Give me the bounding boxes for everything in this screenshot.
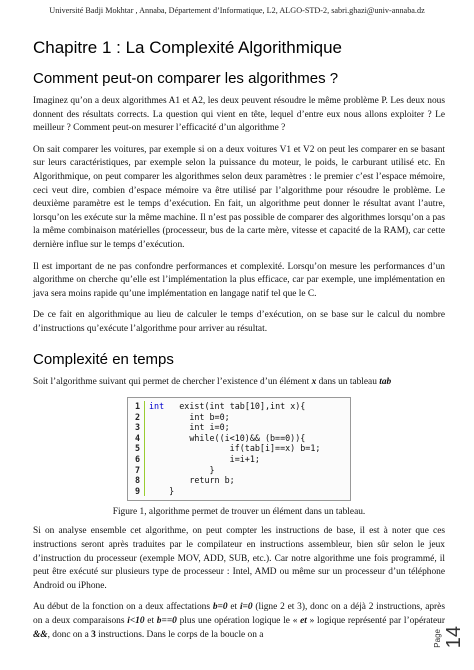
code-line: 4 while((i<10)&& (b==0)){ — [128, 433, 350, 444]
code-line: 3 int i=0; — [128, 422, 350, 433]
section-title-compare: Comment peut-on comparer les algorithmes ? — [33, 70, 339, 87]
paragraph-performance: Il est important de ne pas confondre performances et complexité. Lorsqu’on mesure les performances d’un algorithme on cherche qu’elle est l’implémentation la plus efficace, car par exemple, une implémentation en java sera moins rapide qu’une implémentation en langage natif tel que le C. — [33, 261, 445, 299]
paragraph-cars: On sait comparer les voitures, par exemple si on a deux voitures V1 et V2 on peut les comparer en se basant sur leurs caractéristiques, par exemple selon la puissance du moteur, le poids, le carburant utilisé etc. En Algorithmique, on peut comparer les algorithmes selon deux paramètres : le premier c’est l’espace mémoire, ceci veut dire, combien d’espace mémoire va être utilisé par l’algorithme pour résoudre le problème. Le deuxième paramètre est le temps d’exécution. En fait, un algorithme peut donner le résultat avant l’autre, lorsqu’on les exécute sur la même machine. Il n’est pas possible de comparer des algorithmes lorsqu’on a pas la même combinaison matérielles (processeur, bus de la carte mère, vitesse et capacité de la RAM), car cette dernière influe sur le temps d’exécution. — [33, 144, 445, 250]
paragraph-counting: Au début de la fonction on a deux affectations b=0 et i=0 (ligne 2 et 3), donc on a déjà 2 instructions, après on a deux comparaisons i<10 et b==0 plus une opération logique le « et » logique représenté par l’opérateur &&, donc on a 3 instructions. Dans le corps de la boucle on a — [33, 602, 445, 640]
chapter-title: Chapitre 1 : La Complexité Algorithmique — [33, 38, 342, 57]
code-line: 6 i=i+1; — [128, 454, 350, 465]
section-title-time-complexity: Complexité en temps — [33, 350, 174, 368]
var-tab: tab — [379, 376, 392, 387]
page-header: Université Badji Mokhtar , Annaba, Département d’Informatique, L2, ALGO-STD-2, sabri.ghazi@univ-annaba.dz — [49, 6, 425, 15]
code-line: 9 } — [128, 486, 350, 497]
code-line: 2 int b=0; — [128, 412, 350, 423]
var-x: x — [311, 376, 317, 387]
paragraph-intro: Imaginez qu’on a deux algorithmes A1 et A2, les deux peuvent résoudre le même problème P. Les deux nous donnent des résultats corrects. La question qui vient en tête, lequel d’entre eux nous allons exploiter ? Le meilleur ? Comment peut-on mesurer l’efficacité d’un algorithme ? — [33, 96, 445, 134]
figure-caption: Figure 1, algorithme permet de trouver un élément dans un tableau. — [112, 507, 366, 518]
code-line: 1 int exist(int tab[10],int x){ — [128, 401, 350, 412]
paragraph-algo-intro: Soit l’algorithme suivant qui permet de chercher l’existence d’un élément x dans un tableau tab — [33, 376, 392, 387]
page-number-value: 14 — [443, 625, 465, 648]
code-figure — [33, 397, 445, 501]
page-content — [33, 38, 445, 650]
code-line: 7 } — [128, 465, 350, 476]
page-label: Page — [433, 629, 442, 648]
paragraph-instructions: De ce fait en algorithmique au lieu de calculer le temps d’exécution, on se base sur le calcul du nombre d’instructions qu’exécute l’algorithme pour arriver au résultat. — [33, 310, 445, 334]
code-block — [127, 397, 351, 501]
page-number — [433, 626, 466, 648]
paragraph-analysis: Si on analyse ensemble cet algorithme, on peut compter les instructions de base, il est à noter que ces instructions seront après traduites par le compilateur en instructions assembleur, bien sûr selon le jeux d’instruction du processeur (exemple MOV, ADD, SUB, etc.). Car notre algorithme une fois programmé, il peut être exécuté sur plusieurs type de processeur : Intel, AMD ou même sur un processeur d’un téléphone Android ou iPhone. — [33, 526, 445, 591]
code-line: 5 if(tab[i]==x) b=1; — [128, 443, 350, 454]
code-line: 8 return b; — [128, 475, 350, 486]
